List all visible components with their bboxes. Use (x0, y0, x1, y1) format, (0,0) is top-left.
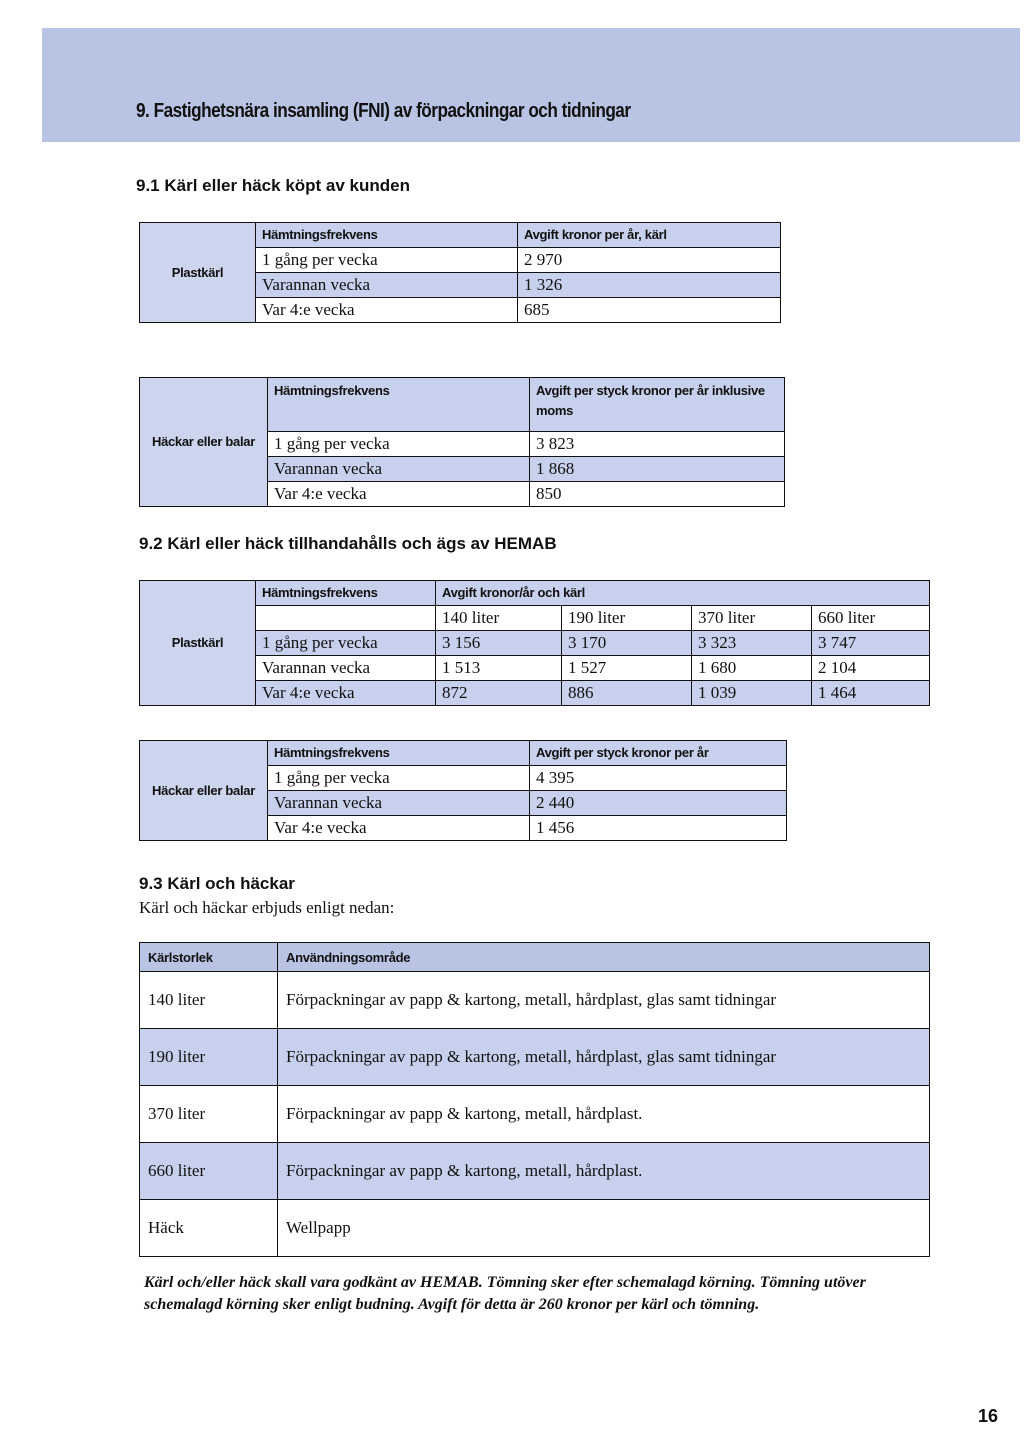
fee-cell: 1 513 (436, 656, 562, 681)
usage-cell: Förpackningar av papp & kartong, metall, hårdplast. (278, 1086, 930, 1143)
table-9-1-hackar (139, 377, 785, 507)
frequency-cell: Var 4:e vecka (268, 482, 530, 507)
column-header: Avgift per styck kronor per år (530, 741, 787, 766)
column-header: Hämtningsfrekvens (268, 378, 530, 432)
section-intro: Kärl och häckar erbjuds enligt nedan: (139, 898, 395, 917)
table-header-row (140, 741, 787, 766)
size-header: 660 liter (812, 606, 930, 631)
table-9-1-plastkarl (139, 222, 781, 323)
fee-cell: 2 104 (812, 656, 930, 681)
table-row (140, 1143, 930, 1200)
fee-cell: 2 970 (518, 248, 781, 273)
table-row (140, 1029, 930, 1086)
fee-cell: 1 326 (518, 273, 781, 298)
table-header-row (140, 378, 785, 432)
fee-cell: 1 464 (812, 681, 930, 706)
fee-cell: 1 527 (562, 656, 692, 681)
fee-cell: 872 (436, 681, 562, 706)
table-header-row (140, 223, 781, 248)
column-header: Hämtningsfrekvens (256, 581, 436, 606)
section-heading-9-3: 9.3 Kärl och häckar (139, 874, 295, 893)
usage-cell: Förpackningar av papp & kartong, metall, hårdplast, glas samt tidningar (278, 1029, 930, 1086)
frequency-cell: 1 gång per vecka (268, 432, 530, 457)
fee-cell: 3 323 (692, 631, 812, 656)
fee-cell: 3 156 (436, 631, 562, 656)
fee-cell: 3 747 (812, 631, 930, 656)
column-header: Avgift per styck kronor per år inklusive moms (530, 378, 785, 432)
table-9-2-plastkarl (139, 580, 930, 706)
size-header: 190 liter (562, 606, 692, 631)
table-row (140, 1200, 930, 1257)
row-label: Plastkärl (140, 223, 256, 323)
usage-cell: Förpackningar av papp & kartong, metall, hårdplast. (278, 1143, 930, 1200)
row-label: Plastkärl (140, 581, 256, 706)
table-row (140, 972, 930, 1029)
fee-cell: 3 170 (562, 631, 692, 656)
table-row (140, 1086, 930, 1143)
header-banner (42, 28, 1020, 142)
table-row (140, 631, 930, 656)
frequency-cell: 1 gång per vecka (268, 766, 530, 791)
empty-cell (256, 606, 436, 631)
section-heading-9-2: 9.2 Kärl eller häck tillhandahålls och ägs av HEMAB (139, 534, 557, 553)
fee-cell: 685 (518, 298, 781, 323)
usage-cell: Förpackningar av papp & kartong, metall, hårdplast, glas samt tidningar (278, 972, 930, 1029)
size-cell: 140 liter (140, 972, 278, 1029)
column-header: Avgift kronor/år och kärl (436, 581, 930, 606)
column-header: Avgift kronor per år, kärl (518, 223, 781, 248)
fee-cell: 1 680 (692, 656, 812, 681)
table-size-row (140, 606, 930, 631)
fee-cell: 850 (530, 482, 785, 507)
row-label: Häckar eller balar (140, 741, 268, 841)
page-number: 16 (978, 1406, 999, 1426)
frequency-cell: 1 gång per vecka (256, 248, 518, 273)
column-header: Kärlstorlek (140, 943, 278, 972)
footnote: Kärl och/eller häck skall vara godkänt av HEMAB. Tömning sker efter schemalagd körning. Tömning utöver schemalagd körning sker enligt budning. Avgift för detta är 260 kronor per kärl och tömning. (144, 1274, 866, 1313)
table-row (140, 656, 930, 681)
frequency-cell: Varannan vecka (256, 656, 436, 681)
fee-cell: 886 (562, 681, 692, 706)
row-label: Häckar eller balar (140, 378, 268, 507)
column-header: Användningsområde (278, 943, 930, 972)
size-cell: 190 liter (140, 1029, 278, 1086)
fee-cell: 1 868 (530, 457, 785, 482)
size-cell: Häck (140, 1200, 278, 1257)
page-title: 9. Fastighetsnära insamling (FNI) av förpackningar och tidningar (136, 100, 631, 122)
size-cell: 370 liter (140, 1086, 278, 1143)
frequency-cell: 1 gång per vecka (256, 631, 436, 656)
column-header: Hämtningsfrekvens (256, 223, 518, 248)
usage-cell: Wellpapp (278, 1200, 930, 1257)
table-9-3-karlstorlek (139, 942, 930, 1257)
fee-cell: 3 823 (530, 432, 785, 457)
fee-cell: 1 039 (692, 681, 812, 706)
table-header-row (140, 581, 930, 606)
column-header: Hämtningsfrekvens (268, 741, 530, 766)
frequency-cell: Var 4:e vecka (256, 681, 436, 706)
frequency-cell: Varannan vecka (268, 457, 530, 482)
frequency-cell: Var 4:e vecka (268, 816, 530, 841)
frequency-cell: Var 4:e vecka (256, 298, 518, 323)
table-header-row (140, 943, 930, 972)
fee-cell: 1 456 (530, 816, 787, 841)
table-row (140, 681, 930, 706)
size-header: 140 liter (436, 606, 562, 631)
section-heading-9-1: 9.1 Kärl eller häck köpt av kunden (136, 176, 411, 195)
fee-cell: 2 440 (530, 791, 787, 816)
table-9-2-hackar (139, 740, 787, 841)
fee-cell: 4 395 (530, 766, 787, 791)
size-cell: 660 liter (140, 1143, 278, 1200)
frequency-cell: Varannan vecka (268, 791, 530, 816)
size-header: 370 liter (692, 606, 812, 631)
frequency-cell: Varannan vecka (256, 273, 518, 298)
